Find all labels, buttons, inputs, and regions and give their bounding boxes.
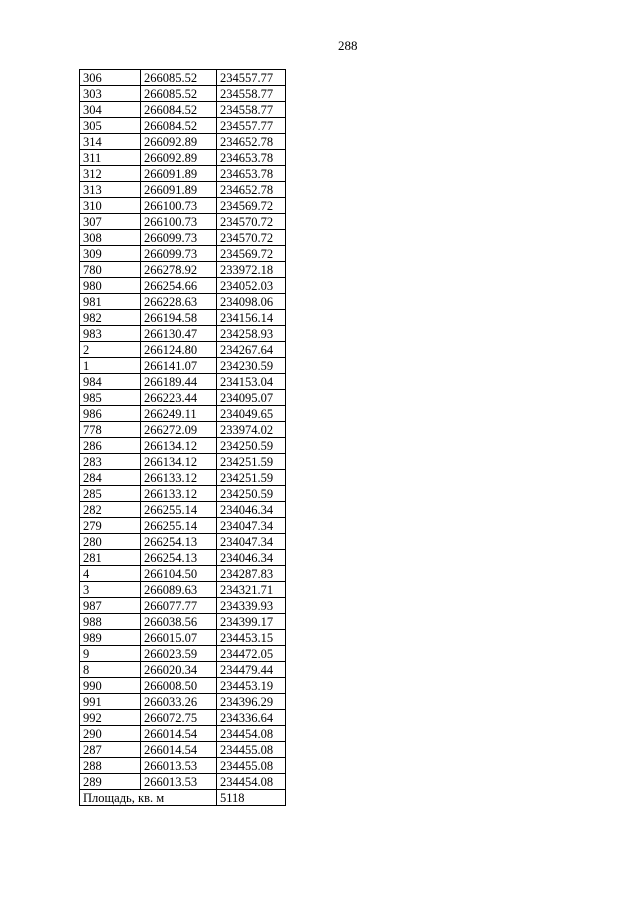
- table-row: [80, 230, 286, 246]
- table-row: [80, 374, 286, 390]
- x-coordinate-cell: 266092.89: [141, 134, 217, 150]
- y-coordinate-cell: 234250.59: [217, 438, 286, 454]
- table-row: [80, 102, 286, 118]
- x-coordinate-cell: 266014.54: [141, 742, 217, 758]
- table-row: [80, 422, 286, 438]
- y-coordinate-cell: 234321.71: [217, 582, 286, 598]
- x-coordinate-cell: 266255.14: [141, 518, 217, 534]
- x-coordinate-cell: 266278.92: [141, 262, 217, 278]
- table-row: [80, 774, 286, 790]
- x-coordinate-cell: 266099.73: [141, 246, 217, 262]
- x-coordinate-cell: 266089.63: [141, 582, 217, 598]
- y-coordinate-cell: 234396.29: [217, 694, 286, 710]
- x-coordinate-cell: 266124.80: [141, 342, 217, 358]
- point-number-cell: 987: [80, 598, 141, 614]
- x-coordinate-cell: 266100.73: [141, 198, 217, 214]
- x-coordinate-cell: 266249.11: [141, 406, 217, 422]
- x-coordinate-cell: 266130.47: [141, 326, 217, 342]
- y-coordinate-cell: 234455.08: [217, 742, 286, 758]
- point-number-cell: 985: [80, 390, 141, 406]
- point-number-cell: 4: [80, 566, 141, 582]
- y-coordinate-cell: 234047.34: [217, 518, 286, 534]
- y-coordinate-cell: 234052.03: [217, 278, 286, 294]
- table-row: [80, 118, 286, 134]
- table-row: [80, 726, 286, 742]
- y-coordinate-cell: 234336.64: [217, 710, 286, 726]
- y-coordinate-cell: 234569.72: [217, 246, 286, 262]
- table-row: [80, 198, 286, 214]
- point-number-cell: 284: [80, 470, 141, 486]
- table-row: [80, 678, 286, 694]
- point-number-cell: 984: [80, 374, 141, 390]
- y-coordinate-cell: 234652.78: [217, 182, 286, 198]
- coordinates-table: [79, 69, 286, 806]
- point-number-cell: 982: [80, 310, 141, 326]
- y-coordinate-cell: 234653.78: [217, 150, 286, 166]
- x-coordinate-cell: 266085.52: [141, 70, 217, 86]
- point-number-cell: 778: [80, 422, 141, 438]
- y-coordinate-cell: 234153.04: [217, 374, 286, 390]
- point-number-cell: 310: [80, 198, 141, 214]
- point-number-cell: 305: [80, 118, 141, 134]
- table-row: [80, 406, 286, 422]
- x-coordinate-cell: 266091.89: [141, 182, 217, 198]
- point-number-cell: 290: [80, 726, 141, 742]
- table-row: [80, 310, 286, 326]
- x-coordinate-cell: 266084.52: [141, 118, 217, 134]
- point-number-cell: 286: [80, 438, 141, 454]
- y-coordinate-cell: 234557.77: [217, 118, 286, 134]
- x-coordinate-cell: 266133.12: [141, 486, 217, 502]
- x-coordinate-cell: 266134.12: [141, 438, 217, 454]
- y-coordinate-cell: 234557.77: [217, 70, 286, 86]
- point-number-cell: 9: [80, 646, 141, 662]
- y-coordinate-cell: 234455.08: [217, 758, 286, 774]
- point-number-cell: 780: [80, 262, 141, 278]
- point-number-cell: 312: [80, 166, 141, 182]
- y-coordinate-cell: 234095.07: [217, 390, 286, 406]
- table-row: [80, 390, 286, 406]
- point-number-cell: 991: [80, 694, 141, 710]
- y-coordinate-cell: 234399.17: [217, 614, 286, 630]
- y-coordinate-cell: 234339.93: [217, 598, 286, 614]
- y-coordinate-cell: 234230.59: [217, 358, 286, 374]
- y-coordinate-cell: 234251.59: [217, 454, 286, 470]
- point-number-cell: 3: [80, 582, 141, 598]
- x-coordinate-cell: 266008.50: [141, 678, 217, 694]
- table-row: [80, 758, 286, 774]
- x-coordinate-cell: 266099.73: [141, 230, 217, 246]
- point-number-cell: 986: [80, 406, 141, 422]
- table-row: [80, 662, 286, 678]
- page-number: 288: [338, 38, 358, 53]
- x-coordinate-cell: 266033.26: [141, 694, 217, 710]
- y-coordinate-cell: 234047.34: [217, 534, 286, 550]
- point-number-cell: 980: [80, 278, 141, 294]
- point-number-cell: 992: [80, 710, 141, 726]
- table-row: [80, 694, 286, 710]
- table-row: [80, 166, 286, 182]
- point-number-cell: 311: [80, 150, 141, 166]
- x-coordinate-cell: 266272.09: [141, 422, 217, 438]
- table-row: [80, 630, 286, 646]
- y-coordinate-cell: 234558.77: [217, 102, 286, 118]
- table-row: [80, 598, 286, 614]
- coordinates-table-body: [80, 70, 286, 790]
- table-row: [80, 438, 286, 454]
- y-coordinate-cell: 234250.59: [217, 486, 286, 502]
- table-row: [80, 534, 286, 550]
- table-row: [80, 646, 286, 662]
- point-number-cell: 308: [80, 230, 141, 246]
- x-coordinate-cell: 266038.56: [141, 614, 217, 630]
- table-row: [80, 182, 286, 198]
- y-coordinate-cell: 234453.19: [217, 678, 286, 694]
- table-row: [80, 70, 286, 86]
- y-coordinate-cell: 234098.06: [217, 294, 286, 310]
- point-number-cell: 288: [80, 758, 141, 774]
- point-number-cell: 303: [80, 86, 141, 102]
- point-number-cell: 283: [80, 454, 141, 470]
- x-coordinate-cell: 266194.58: [141, 310, 217, 326]
- x-coordinate-cell: 266254.13: [141, 534, 217, 550]
- table-row: [80, 470, 286, 486]
- table-row: [80, 86, 286, 102]
- x-coordinate-cell: 266092.89: [141, 150, 217, 166]
- x-coordinate-cell: 266023.59: [141, 646, 217, 662]
- area-label: Площадь, кв. м: [80, 790, 217, 806]
- point-number-cell: 304: [80, 102, 141, 118]
- point-number-cell: 2: [80, 342, 141, 358]
- x-coordinate-cell: 266013.53: [141, 758, 217, 774]
- area-value: 5118: [217, 790, 286, 806]
- point-number-cell: 287: [80, 742, 141, 758]
- x-coordinate-cell: 266020.34: [141, 662, 217, 678]
- table-row: [80, 294, 286, 310]
- area-row: [80, 790, 286, 806]
- point-number-cell: 289: [80, 774, 141, 790]
- y-coordinate-cell: 234287.83: [217, 566, 286, 582]
- x-coordinate-cell: 266085.52: [141, 86, 217, 102]
- x-coordinate-cell: 266091.89: [141, 166, 217, 182]
- y-coordinate-cell: 234454.08: [217, 774, 286, 790]
- x-coordinate-cell: 266254.13: [141, 550, 217, 566]
- point-number-cell: 990: [80, 678, 141, 694]
- table-row: [80, 454, 286, 470]
- x-coordinate-cell: 266254.66: [141, 278, 217, 294]
- x-coordinate-cell: 266015.07: [141, 630, 217, 646]
- table-row: [80, 246, 286, 262]
- point-number-cell: 280: [80, 534, 141, 550]
- x-coordinate-cell: 266013.53: [141, 774, 217, 790]
- table-row: [80, 486, 286, 502]
- table-row: [80, 134, 286, 150]
- y-coordinate-cell: 234156.14: [217, 310, 286, 326]
- table-row: [80, 214, 286, 230]
- x-coordinate-cell: 266228.63: [141, 294, 217, 310]
- point-number-cell: 279: [80, 518, 141, 534]
- table-row: [80, 614, 286, 630]
- x-coordinate-cell: 266072.75: [141, 710, 217, 726]
- x-coordinate-cell: 266255.14: [141, 502, 217, 518]
- y-coordinate-cell: 233972.18: [217, 262, 286, 278]
- x-coordinate-cell: 266141.07: [141, 358, 217, 374]
- x-coordinate-cell: 266223.44: [141, 390, 217, 406]
- point-number-cell: 314: [80, 134, 141, 150]
- point-number-cell: 309: [80, 246, 141, 262]
- table-row: [80, 278, 286, 294]
- point-number-cell: 306: [80, 70, 141, 86]
- y-coordinate-cell: 234570.72: [217, 214, 286, 230]
- table-row: [80, 582, 286, 598]
- y-coordinate-cell: 234652.78: [217, 134, 286, 150]
- table-row: [80, 742, 286, 758]
- x-coordinate-cell: 266084.52: [141, 102, 217, 118]
- y-coordinate-cell: 234472.05: [217, 646, 286, 662]
- table-row: [80, 502, 286, 518]
- y-coordinate-cell: 234454.08: [217, 726, 286, 742]
- point-number-cell: 1: [80, 358, 141, 374]
- y-coordinate-cell: 234046.34: [217, 550, 286, 566]
- table-row: [80, 262, 286, 278]
- y-coordinate-cell: 234570.72: [217, 230, 286, 246]
- y-coordinate-cell: 234453.15: [217, 630, 286, 646]
- point-number-cell: 307: [80, 214, 141, 230]
- x-coordinate-cell: 266014.54: [141, 726, 217, 742]
- x-coordinate-cell: 266133.12: [141, 470, 217, 486]
- point-number-cell: 8: [80, 662, 141, 678]
- y-coordinate-cell: 234049.65: [217, 406, 286, 422]
- y-coordinate-cell: 234569.72: [217, 198, 286, 214]
- y-coordinate-cell: 234653.78: [217, 166, 286, 182]
- point-number-cell: 282: [80, 502, 141, 518]
- y-coordinate-cell: 234046.34: [217, 502, 286, 518]
- point-number-cell: 988: [80, 614, 141, 630]
- point-number-cell: 981: [80, 294, 141, 310]
- x-coordinate-cell: 266077.77: [141, 598, 217, 614]
- x-coordinate-cell: 266189.44: [141, 374, 217, 390]
- point-number-cell: 285: [80, 486, 141, 502]
- y-coordinate-cell: 234251.59: [217, 470, 286, 486]
- point-number-cell: 983: [80, 326, 141, 342]
- table-row: [80, 710, 286, 726]
- x-coordinate-cell: 266100.73: [141, 214, 217, 230]
- table-row: [80, 518, 286, 534]
- y-coordinate-cell: 234258.93: [217, 326, 286, 342]
- y-coordinate-cell: 233974.02: [217, 422, 286, 438]
- y-coordinate-cell: 234558.77: [217, 86, 286, 102]
- table-row: [80, 150, 286, 166]
- table-row: [80, 566, 286, 582]
- table-row: [80, 550, 286, 566]
- y-coordinate-cell: 234479.44: [217, 662, 286, 678]
- table-row: [80, 342, 286, 358]
- point-number-cell: 281: [80, 550, 141, 566]
- x-coordinate-cell: 266134.12: [141, 454, 217, 470]
- x-coordinate-cell: 266104.50: [141, 566, 217, 582]
- y-coordinate-cell: 234267.64: [217, 342, 286, 358]
- point-number-cell: 989: [80, 630, 141, 646]
- point-number-cell: 313: [80, 182, 141, 198]
- table-row: [80, 358, 286, 374]
- table-row: [80, 326, 286, 342]
